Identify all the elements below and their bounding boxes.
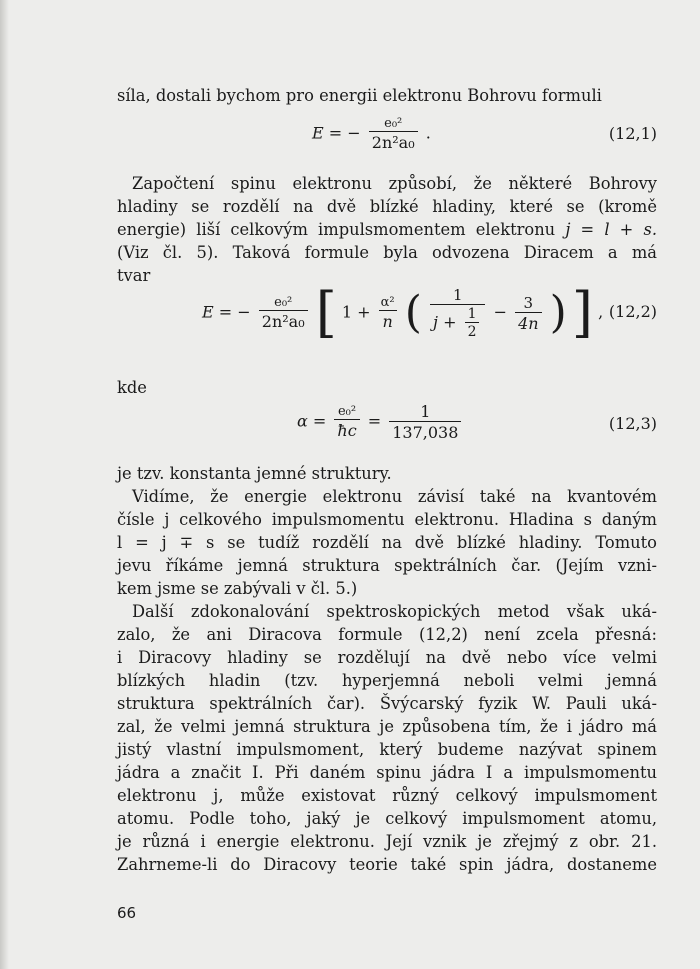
text-line: kem jsme se zabývali v čl. 5.) — [117, 579, 358, 598]
eq1-denominator: 2n²a₀ — [369, 131, 418, 152]
eq2-j-frac-den — [430, 304, 485, 340]
text-segment: energie) liší celkovým impulsmomentem elektronu — [117, 220, 566, 239]
eq3-fraction-1 — [334, 404, 359, 440]
eq2-alpha-den — [379, 310, 397, 331]
equation-12-1 — [117, 114, 657, 158]
eq2-four-n-text: 4n — [518, 313, 539, 333]
eq2-minus: − — [493, 302, 507, 322]
eq2-prefactor — [259, 295, 308, 331]
eq3-denominator-2: 137,038 — [389, 421, 461, 442]
text-line: jádra a značit I. Při daném spinu jádra I a impulsmomentu — [117, 763, 657, 782]
text-line: atomu. Podle toho, jaký je celkový impulsmoment atomu, — [117, 809, 657, 828]
eq3-lhs: α = — [297, 411, 327, 431]
eq1-numerator: e₀² — [384, 116, 403, 131]
eq3-numerator: e₀² — [337, 404, 357, 419]
text-line: jistý vlastní impulsmoment, který budeme nazývat spinem — [117, 740, 657, 759]
eq2-three-fraction — [515, 294, 541, 333]
text-line: l = j ∓ s se tudíž rozdělí na dvě blízké hladiny. Tomuto — [117, 533, 657, 552]
text-line: i Diracovy hladiny se rozdělují na dvě nebo více velmi — [117, 648, 657, 667]
eq2-alpha-den-text: n — [382, 312, 393, 331]
eq1-fraction — [369, 116, 418, 152]
eq1-tail: . — [425, 123, 431, 143]
eq2-j-plus: j + — [433, 312, 457, 332]
equation-label: (12,2) — [608, 302, 657, 321]
text-line: elektronu j, může existovat různý celkový impulsmoment — [117, 786, 657, 805]
text-line: zal, že velmi jemná struktura je způsobena tím, že i jádro má — [117, 717, 657, 736]
right-bracket-icon: ] — [571, 281, 593, 344]
text-line: kde — [117, 378, 147, 397]
left-paren-icon: ( — [404, 287, 422, 338]
eq2-half — [465, 306, 480, 340]
text-line — [117, 218, 657, 241]
equation-12-2 — [117, 282, 657, 362]
eq2-lhs: E = − — [202, 302, 251, 322]
text-line: je tzv. konstanta jemné struktury. — [117, 464, 392, 483]
eq2-four-n — [515, 312, 541, 333]
eq1-lhs: E = − — [312, 123, 361, 143]
right-paren-icon: ) — [549, 287, 567, 338]
eq2-half-num: 1 — [467, 306, 477, 322]
eq2-three: 3 — [523, 293, 534, 312]
eq2-alpha-fraction — [379, 295, 397, 331]
eq2-denominator: 2n²a₀ — [259, 310, 308, 331]
text-line: síla, dostali bychom pro energii elektronu Bohrovu formuli — [117, 86, 602, 105]
text-line: je různá i energie elektronu. Její vznik je zřejmý z obr. 21. — [117, 832, 657, 851]
equation-12-3 — [117, 400, 657, 450]
text-line: zalo, že ani Diracova formule (12,2) není zcela přesná: — [117, 625, 657, 644]
inline-formula: j = l + s. — [565, 220, 657, 239]
text-line: blízkých hladin (tzv. hyperjemná neboli velmi jemná — [117, 671, 657, 690]
eq2-alpha-num: α² — [380, 295, 395, 310]
equation-label: (12,1) — [608, 124, 657, 143]
text-line: struktura spektrálních čar). Švýcarský fyzik W. Pauli uká- — [117, 694, 657, 713]
eq3-denominator-text: ħc — [337, 421, 357, 440]
text-line: jevu říkáme jemná struktura spektrálních čar. (Jejím vzni- — [117, 556, 657, 575]
equation-label: (12,3) — [608, 414, 657, 433]
eq2-one-plus: 1 + — [341, 302, 371, 322]
text-line: Další zdokonalování spektroskopických metod však uká- — [132, 602, 657, 621]
eq3-numerator-2: 1 — [420, 402, 431, 421]
eq2-j-frac-num: 1 — [452, 286, 463, 304]
text-line: čísle j celkového impulsmomentu elektronu. Hladina s daným — [117, 510, 657, 529]
text-line: (Viz čl. 5). Taková formule byla odvozena Diracem a má — [117, 243, 657, 262]
text-line: Vidíme, že energie elektronu závisí také na kvantovém — [132, 487, 657, 506]
eq2-half-den: 2 — [465, 322, 480, 340]
text-line: Zahrneme-li do Diracovy teorie také spin jádra, dostaneme — [117, 855, 657, 874]
page-number: 66 — [117, 904, 137, 922]
eq2-j-fraction — [430, 286, 485, 340]
eq3-fraction-2 — [389, 402, 461, 442]
eq3-equals: = — [367, 411, 382, 431]
text-line: hladiny se rozdělí na dvě blízké hladiny, které se (kromě — [117, 197, 657, 216]
eq2-comma: , — [598, 302, 604, 322]
page-gutter-shadow — [0, 0, 9, 969]
eq2-numerator: e₀² — [274, 295, 293, 310]
text-line: tvar — [117, 266, 151, 285]
text-line: Započtení spinu elektronu způsobí, že některé Bohrovy — [132, 174, 657, 193]
eq3-denominator — [334, 419, 359, 440]
left-bracket-icon: [ — [315, 281, 337, 344]
